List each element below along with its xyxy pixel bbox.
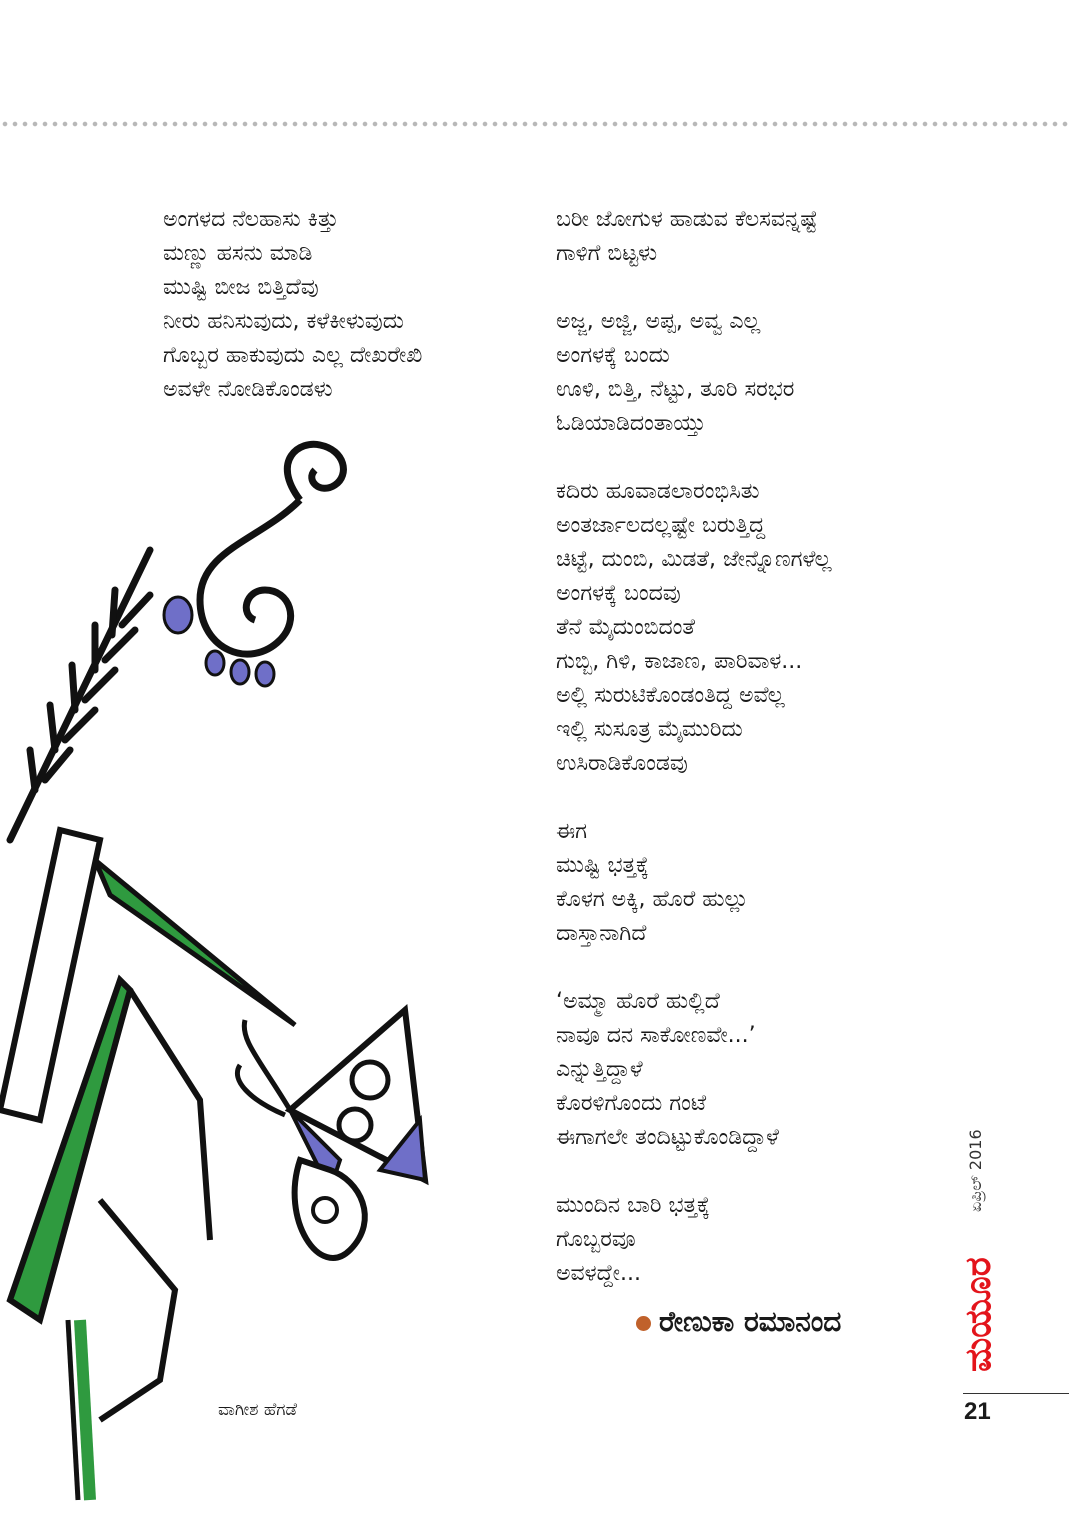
butterfly-icon bbox=[237, 1010, 425, 1258]
poem-stanza bbox=[556, 305, 956, 441]
poem-line: ಅಂಗಳಕ್ಕೆ ಬಂದು bbox=[556, 343, 670, 368]
spiral-flower-icon bbox=[164, 444, 343, 686]
poem-line: ಎನ್ನುತ್ತಿದ್ದಾಳೆ bbox=[556, 1057, 643, 1082]
poem-stanza bbox=[556, 203, 956, 271]
poem-line: ದಾಸ್ತಾನಾಗಿದೆ bbox=[556, 921, 647, 946]
poem-line: ಗೊಬ್ಬರ ಹಾಕುವುದು ಎಲ್ಲ ದೇಖರೇಖಿ bbox=[163, 343, 423, 368]
poem-line: ಮುಷ್ಟಿ ಬೀಜ ಬಿತ್ತಿದೆವು bbox=[163, 275, 319, 300]
poem-line: ಅಂತರ್ಜಾಲದಲ್ಲಷ್ಟೇ ಬರುತ್ತಿದ್ದ bbox=[556, 513, 766, 538]
poem-right-column bbox=[556, 203, 956, 1291]
poem-line: ನೀರು ಹನಿಸುವುದು, ಕಳೆಕೀಳುವುದು bbox=[163, 309, 404, 334]
page-number: 21 bbox=[964, 1398, 991, 1425]
poem-line: ಅಲ್ಲಿ ಸುರುಟಿಕೊಂಡಂತಿದ್ದ ಅವೆಲ್ಲ bbox=[556, 683, 785, 708]
top-dotted-rule bbox=[0, 120, 1072, 128]
poem-line: ‘ಅಮ್ಮಾ ಹೊರೆ ಹುಲ್ಲಿದೆ bbox=[556, 989, 720, 1014]
poem-line: ಈಗ bbox=[556, 819, 587, 844]
page-number-rule bbox=[963, 1393, 1069, 1394]
illustrator-credit: ವಾಗೀಶ ಹೆಗಡೆ bbox=[218, 1400, 297, 1420]
poem-line: ಬರೀ ಜೋಗುಳ ಹಾಡುವ ಕೆಲಸವನ್ನಷ್ಟೆ bbox=[556, 207, 818, 232]
poem-line: ಮುಂದಿನ ಬಾರಿ ಭತ್ತಕ್ಕೆ bbox=[556, 1193, 710, 1218]
poem-line: ಅಜ್ಜ, ಅಜ್ಜಿ, ಅಪ್ಪ, ಅವ್ವ ಎಲ್ಲ bbox=[556, 309, 761, 334]
author-name: ರೇಣುಕಾ ರಮಾನಂದ bbox=[659, 1305, 842, 1338]
wheat-stalk-icon bbox=[10, 550, 150, 840]
poem-line: ಕೊಳಗ ಅಕ್ಕಿ, ಹೊರೆ ಹುಲ್ಲು bbox=[556, 887, 749, 912]
poem-line: ತೆನೆ ಮೈದುಂಬಿದಂತೆ bbox=[556, 615, 695, 640]
poem-line: ಗಾಳಿಗೆ ಬಿಟ್ಟಳು bbox=[556, 241, 658, 266]
poem-line: ಅಂಗಳಕ್ಕೆ ಬಂದವು bbox=[556, 581, 681, 606]
poem-line: ಮಣ್ಣು ಹಸನು ಮಾಡಿ bbox=[163, 241, 313, 266]
wheat-butterfly-illustration bbox=[0, 420, 470, 1520]
poem-stanza bbox=[556, 815, 956, 951]
poem-line: ನಾವೂ ದನ ಸಾಕೋಣವೇ...’ bbox=[556, 1023, 756, 1048]
poem-stanza bbox=[556, 985, 956, 1155]
poem-line: ಉಸಿರಾಡಿಕೊಂಡವು bbox=[556, 751, 688, 776]
poem-line: ಗೊಬ್ಬರವೂ bbox=[556, 1227, 636, 1252]
poem-line: ಓಡಿಯಾಡಿದಂತಾಯ್ತು bbox=[556, 411, 706, 436]
poem-line: ಊಳಿ, ಬಿತ್ತಿ, ನೆಟ್ಟು, ತೂರಿ ಸರಭರ bbox=[556, 377, 795, 402]
poem-line: ಚಿಟ್ಟೆ, ದುಂಬಿ, ಮಿಡತೆ, ಜೇನ್ನೊಣಗಳೆಲ್ಲ bbox=[556, 547, 832, 572]
poem-line: ಅಂಗಳದ ನೆಲಹಾಸು ಕಿತ್ತು bbox=[163, 207, 339, 232]
poem-line: ಕದಿರು ಹೂವಾಡಲಾರಂಭಿಸಿತು bbox=[556, 479, 760, 504]
poem-line: ಅವಳದ್ದೇ... bbox=[556, 1261, 641, 1286]
poem-stanza bbox=[556, 1189, 956, 1291]
poem-line: ಇಲ್ಲಿ ಸುಸೂತ್ರ ಮೈಮುರಿದು bbox=[556, 717, 743, 742]
poem-stanza bbox=[556, 475, 956, 781]
poem-line: ಗುಬ್ಬಿ, ಗಿಳಿ, ಕಾಜಾಣ, ಪಾರಿವಾಳ... bbox=[556, 649, 803, 674]
issue-date: ಏಪ್ರಿಲ್ 2016 bbox=[966, 1129, 985, 1212]
poem-line: ಕೊರಳಿಗೊಂದು ಗಂಟೆ bbox=[556, 1091, 707, 1116]
poem-line: ಅವಳೇ ನೋಡಿಕೊಂಡಳು bbox=[163, 377, 333, 402]
poem-left-column bbox=[163, 203, 523, 407]
bullet-icon bbox=[636, 1316, 651, 1331]
poem-line: ಮುಷ್ಟಿ ಭತ್ತಕ್ಕೆ bbox=[556, 853, 649, 878]
author-byline bbox=[636, 1302, 841, 1342]
magazine-logo: ಮಯೂರ bbox=[958, 1257, 999, 1372]
poem-line: ಈಗಾಗಲೇ ತಂದಿಟ್ಟುಕೊಂಡಿದ್ದಾಳೆ bbox=[556, 1125, 779, 1150]
